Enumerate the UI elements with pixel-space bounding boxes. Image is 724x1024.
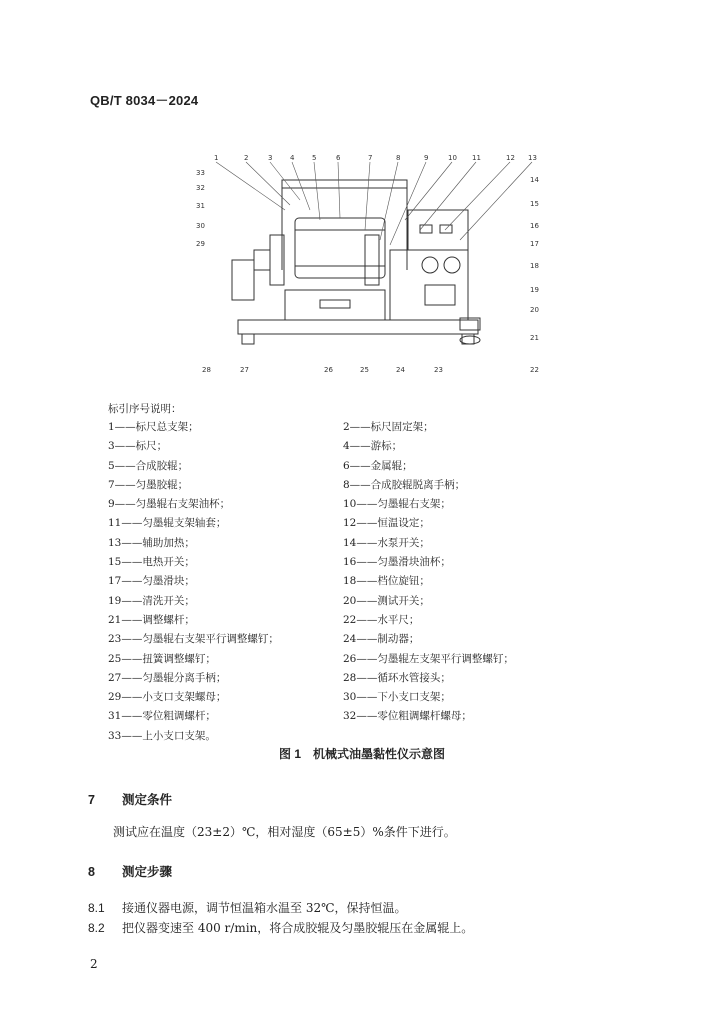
- svg-text:19: 19: [530, 286, 539, 294]
- svg-text:17: 17: [530, 240, 539, 248]
- section-number: 7: [88, 793, 95, 807]
- legend-item: 19——清洗开关；: [108, 594, 195, 607]
- section-7-heading: [88, 790, 172, 808]
- legend-item: 23——匀墨辊右支架平行调整螺钉；: [108, 633, 279, 646]
- section-8-heading: [88, 862, 172, 880]
- legend-item: 9——匀墨辊右支架油杯；: [108, 498, 231, 511]
- legend-item: 17——匀墨滑块；: [108, 575, 195, 588]
- metal-roller: [295, 218, 385, 278]
- clause-8-2: [88, 919, 473, 936]
- legend-item: 31——零位粗调螺杆；: [108, 710, 216, 723]
- section-7-body: 测试应在温度（23±2）℃，相对湿度（65±5）%条件下进行。: [113, 825, 456, 839]
- svg-text:32: 32: [196, 184, 205, 192]
- svg-text:10: 10: [448, 154, 457, 162]
- legend-item: 8——合成胶辊脱离手柄；: [343, 478, 466, 491]
- ruler-support-frame: [282, 180, 407, 188]
- svg-text:13: 13: [528, 154, 537, 162]
- svg-text:8: 8: [396, 154, 401, 162]
- clause-8-1: [88, 899, 407, 916]
- legend-item: 5——合成胶辊；: [108, 459, 189, 472]
- svg-text:2: 2: [244, 154, 249, 162]
- legend-item: 2——标尺固定架；: [343, 421, 434, 433]
- clause-text: 接通仪器电源，调节恒温箱水温至 32℃，保持恒温。: [122, 901, 407, 915]
- legend-item: 18——档位旋钮；: [343, 575, 430, 588]
- clause-number: 8.1: [88, 901, 105, 915]
- legend-item: 4——游标；: [343, 440, 403, 453]
- legend-item: 10——匀墨辊右支架；: [343, 498, 451, 511]
- section-number: 8: [88, 865, 95, 879]
- legend-item: 22——水平尺；: [343, 613, 420, 626]
- svg-text:14: 14: [530, 176, 539, 184]
- legend-item: 6——金属辊；: [343, 459, 413, 472]
- section-title: 测定步骤: [122, 865, 173, 879]
- legend-item: 29——小支口支架螺母；: [108, 691, 227, 704]
- svg-text:29: 29: [196, 240, 205, 248]
- svg-text:26: 26: [324, 366, 333, 374]
- base-plate: [238, 320, 478, 334]
- clause-number: 8.2: [88, 921, 105, 935]
- figure-caption: 图 1 机械式油墨黏性仪示意图: [278, 747, 445, 761]
- control-panel: [408, 210, 468, 250]
- section-title: 测定条件: [122, 793, 173, 807]
- legend-item: 28——循环水管接头；: [343, 671, 451, 684]
- callouts-top: [214, 154, 537, 162]
- instrument-diagram: [190, 150, 550, 380]
- svg-text:7: 7: [368, 154, 373, 162]
- svg-text:3: 3: [268, 154, 273, 162]
- legend-item: 11——匀墨辊支架轴套；: [108, 517, 227, 530]
- svg-text:20: 20: [530, 306, 539, 314]
- legend-item: 27——匀墨辊分离手柄；: [108, 671, 227, 684]
- svg-text:12: 12: [506, 154, 515, 162]
- svg-text:28: 28: [202, 366, 211, 374]
- legend-item: 7——匀墨胶辊；: [108, 478, 189, 491]
- svg-text:25: 25: [360, 366, 369, 374]
- standard-code: QB/T 8034－2024: [90, 93, 199, 108]
- legend-item: [343, 727, 578, 746]
- legend-item: 12——恒温设定；: [343, 517, 430, 530]
- legend-item: 16——匀墨滑块油杯；: [343, 556, 451, 569]
- legend-title: 标引序号说明：: [108, 403, 182, 415]
- svg-text:24: 24: [396, 366, 405, 374]
- legend-item: 33——上小支口支架。: [108, 729, 216, 742]
- callouts-left: [196, 169, 205, 248]
- legend-item: 13——辅助加热；: [108, 536, 195, 549]
- legend-list: [108, 418, 578, 746]
- svg-text:33: 33: [196, 169, 205, 177]
- callouts-right: [530, 176, 539, 374]
- svg-text:6: 6: [336, 154, 341, 162]
- svg-text:27: 27: [240, 366, 249, 374]
- legend-item: 1——标尺总支架；: [108, 421, 199, 433]
- svg-text:4: 4: [290, 154, 295, 162]
- svg-text:30: 30: [196, 222, 205, 230]
- legend-item: 24——制动器；: [343, 633, 420, 646]
- legend-item: 25——扭簧调整螺钉；: [108, 652, 216, 665]
- svg-text:22: 22: [530, 366, 539, 374]
- legend-item: 3——标尺；: [108, 440, 168, 453]
- svg-text:15: 15: [530, 200, 539, 208]
- page-number: 2: [90, 957, 98, 971]
- legend-item: 20——测试开关；: [343, 594, 430, 607]
- clause-text: 把仪器变速至 400 r/min，将合成胶辊及匀墨胶辊压在金属辊上。: [122, 921, 474, 935]
- svg-text:5: 5: [312, 154, 317, 162]
- svg-text:31: 31: [196, 202, 205, 210]
- svg-text:21: 21: [530, 334, 539, 342]
- legend-item: 21——调整螺杆；: [108, 613, 195, 626]
- left-bracket: [232, 260, 254, 300]
- svg-text:1: 1: [214, 154, 219, 162]
- svg-text:16: 16: [530, 222, 539, 230]
- svg-text:9: 9: [424, 154, 429, 162]
- svg-text:11: 11: [472, 154, 481, 162]
- legend-item: 32——零位粗调螺杆螺母；: [343, 710, 472, 723]
- legend-item: 26——匀墨辊左支架平行调整螺钉；: [343, 652, 514, 665]
- svg-text:18: 18: [530, 262, 539, 270]
- legend-item: 14——水泵开关；: [343, 536, 430, 549]
- svg-text:23: 23: [434, 366, 443, 374]
- callouts-bottom: [202, 366, 443, 374]
- legend-item: 30——下小支口支架；: [343, 691, 451, 704]
- lower-frame: [285, 290, 385, 320]
- legend-item: 15——电热开关；: [108, 556, 195, 569]
